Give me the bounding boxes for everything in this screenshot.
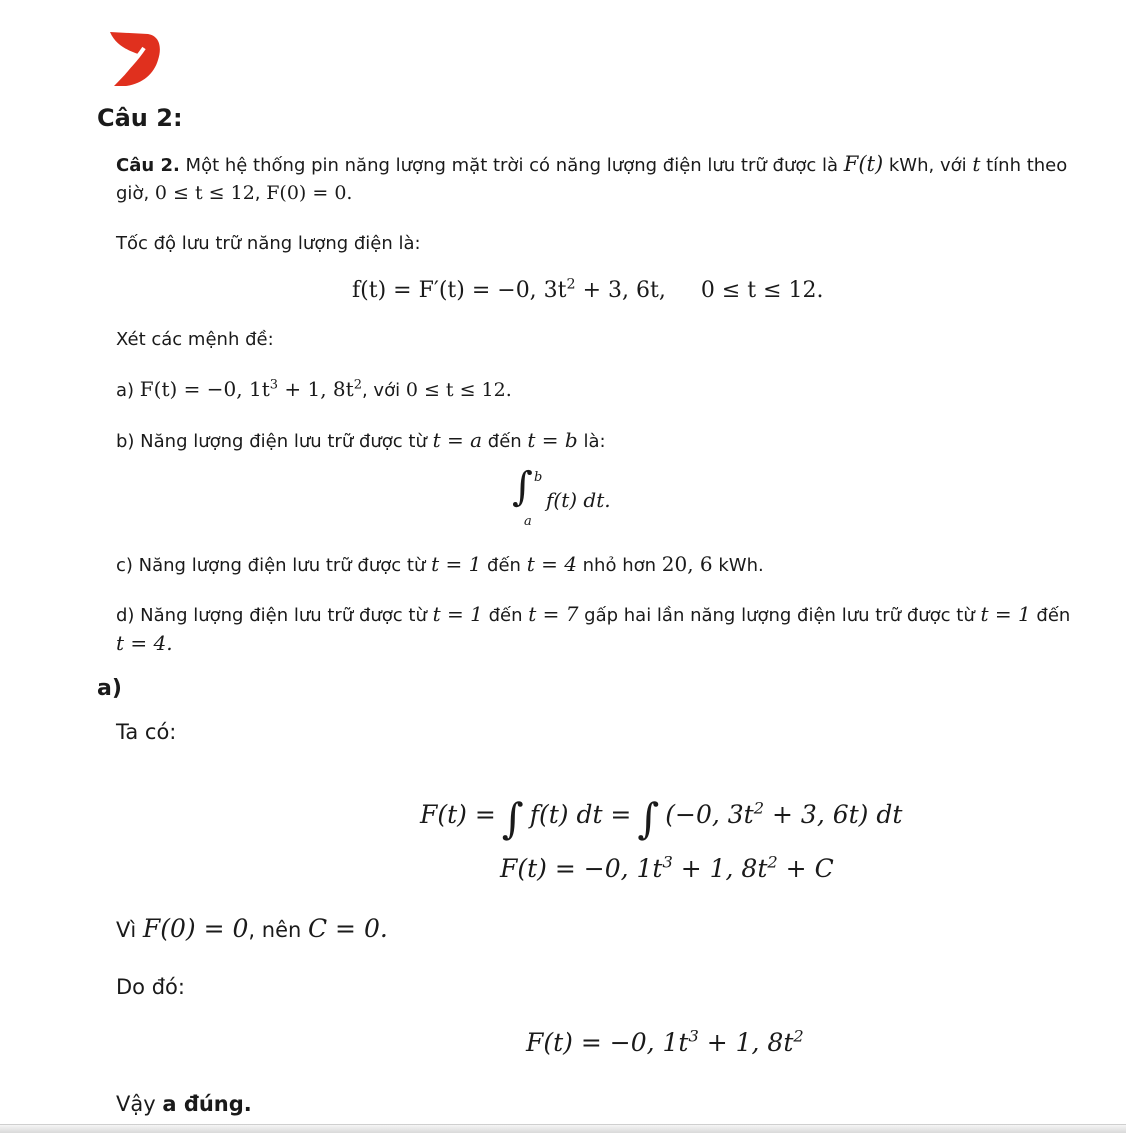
exponent: 3 <box>269 377 279 393</box>
exponent: 3 <box>662 852 673 872</box>
exponent: 2 <box>767 852 778 872</box>
rate-intro: Tốc độ lưu trữ năng lượng điện là: <box>116 233 421 254</box>
math-span: F(t) = −0, 1t <box>526 1028 689 1057</box>
math-domain: 0 ≤ t ≤ 12. <box>405 379 512 401</box>
exponent: 2 <box>353 377 362 393</box>
math-span: f(t) dt = <box>529 800 632 829</box>
math-span: (−0, 3t <box>665 800 754 829</box>
rate-formula <box>352 278 824 303</box>
statement-b <box>116 428 606 452</box>
math-span: F(t) = −0, 1t <box>500 854 663 883</box>
exponent: 2 <box>793 1026 804 1046</box>
math-domain: 0 ≤ t ≤ 12 <box>154 182 255 204</box>
exponent: 2 <box>753 798 765 818</box>
statement-c <box>116 552 764 576</box>
text-span: gấp hai lần năng lượng điện lưu trữ được từ <box>578 605 981 626</box>
math-span: F(0) = 0 <box>142 914 249 943</box>
statement-a <box>116 377 512 401</box>
text-span: c) Năng lượng điện lưu trữ được từ <box>116 555 432 576</box>
brand-logo-icon <box>108 30 162 88</box>
solution-conclusion <box>116 1092 252 1116</box>
math-span: + 1, 8t <box>672 854 768 883</box>
text-span: kWh, với <box>883 155 973 176</box>
question-heading: Câu 2: <box>97 104 183 132</box>
text-span: kWh. <box>712 555 764 576</box>
math-span: t = 4 <box>526 552 577 576</box>
solution-equation-3 <box>526 1028 804 1057</box>
math-span: F(t) = −0, 1t <box>139 377 270 401</box>
statement-d-line-2: t = 4. <box>116 631 173 655</box>
integral-upper-limit: b <box>534 470 543 485</box>
integral-sign: ∫ <box>501 794 524 843</box>
math-span: + C <box>777 854 834 883</box>
math-span: t = 1 <box>431 552 482 576</box>
text-span: đến <box>481 555 527 576</box>
math-span: F(t) = <box>420 800 496 829</box>
solution-do-do: Do đó: <box>116 975 185 999</box>
consider-statements: Xét các mệnh đề: <box>116 329 274 350</box>
math-span: f(t) = F′(t) = −0, 3t <box>352 278 567 303</box>
text-span: Vì <box>116 918 143 942</box>
math-span: + 3, 6t, 0 ≤ t ≤ 12. <box>575 278 824 303</box>
math-span: t = a <box>432 428 483 452</box>
math-span: 20, 6 <box>661 552 713 576</box>
math-F-of-t: F(t) <box>843 152 884 176</box>
math-span: t = 1 <box>432 602 483 626</box>
math-t: t <box>972 152 981 176</box>
text-span: tính theo <box>980 155 1068 176</box>
text-span: b) Năng lượng điện lưu trữ được từ <box>116 431 433 452</box>
text-span: đến <box>1030 605 1071 626</box>
exponent: 3 <box>688 1026 699 1046</box>
solution-equation-2 <box>500 854 834 883</box>
text-span: , nên <box>248 918 308 942</box>
text-span: là: <box>577 431 606 452</box>
math-span: C = 0. <box>307 914 388 943</box>
integral-lower-limit: a <box>524 514 532 529</box>
text-span: đến <box>482 431 528 452</box>
solution-part-label: a) <box>97 676 122 701</box>
solution-constant-line <box>116 914 388 943</box>
text-span: giờ, <box>116 183 155 204</box>
problem-line-1 <box>116 152 1067 176</box>
integral-integrand: f(t) dt. <box>546 488 611 512</box>
math-statement-a <box>140 377 362 401</box>
conclusion-bold: a đúng. <box>162 1092 252 1116</box>
text-span: Một hệ thống pin năng lượng mặt trời có năng lượng điện lưu trữ được là <box>179 155 844 176</box>
exponent: 2 <box>566 276 576 293</box>
text-span: nhỏ hơn <box>576 555 662 576</box>
text-span: , với <box>361 380 406 401</box>
math-span: t = b <box>527 428 578 452</box>
text-span: a) <box>116 380 140 401</box>
text-span: d) Năng lượng điện lưu trữ được từ <box>116 605 433 626</box>
math-span: t = 1 <box>980 602 1031 626</box>
solution-equation-1 <box>420 784 903 843</box>
problem-label: Câu 2. <box>116 155 180 176</box>
math-span: + 3, 6t) dt <box>764 800 903 829</box>
math-span: + 1, 8t <box>278 377 354 401</box>
text-span: đến <box>482 605 529 626</box>
problem-line-2 <box>116 182 352 204</box>
math-span: + 1, 8t <box>698 1028 794 1057</box>
integral-sign: ∫ <box>512 464 533 510</box>
solution-ta-co: Ta có: <box>116 720 177 744</box>
math-initial-condition: F(0) = 0. <box>266 182 353 204</box>
text-span: Vậy <box>116 1092 163 1116</box>
integral-sign: ∫ <box>637 794 660 843</box>
text-span: , <box>254 183 267 204</box>
statement-d-line-1 <box>116 602 1070 626</box>
math-span: t = 7 <box>528 602 579 626</box>
integral-display <box>512 464 632 532</box>
